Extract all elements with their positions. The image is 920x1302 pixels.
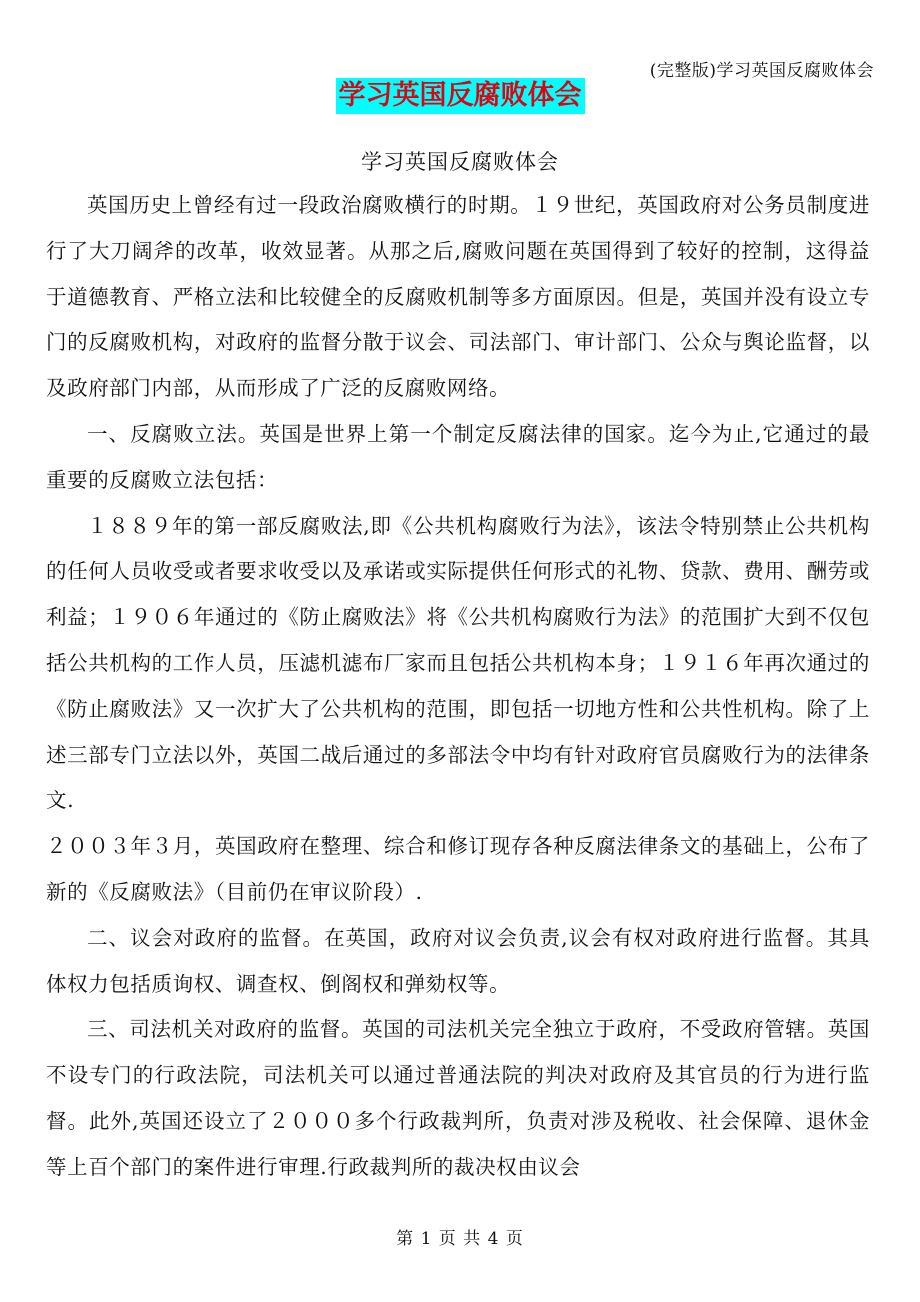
document-subtitle: 学习英国反腐败体会: [361, 150, 559, 174]
document-body: [46, 183, 870, 1191]
paragraph-judiciary: 三、司法机关对政府的监督。英国的司法机关完全独立于政府，不受政府管辖。英国不设专门的行政法院，司法机关可以通过普通法院的判决对政府及其官员的行为进行监督。此外,英国还设立了２０００多个行政裁判所，负责对涉及税收、社会保障、退休金等上百个部门的案件进行审理.行政裁判所的裁决权由议会: [46, 1017, 870, 1179]
paragraph-intro: 英国历史上曾经有过一段政治腐败横行的时期。１９世纪，英国政府对公务员制度进行了大刀阔斧的改革，收效显著。从那之后,腐败问题在英国得到了较好的控制，这得益于道德教育、严格立法和比较健全的反腐败机制等多方面原因。但是，英国并没有设立专门的反腐败机构，对政府的监督分散于议会、司法部门、审计部门、公众与舆论监督，以及政府部门内部，从而形成了广泛的反腐败网络。: [46, 193, 870, 401]
paragraph-legislation: 一、反腐败立法。英国是世界上第一个制定反腐法律的国家。迄今为止,它通过的最重要的反腐败立法包括：: [46, 421, 870, 492]
paragraph-parliament: 二、议会对政府的监督。在英国，政府对议会负责,议会有权对政府进行监督。其具体权力包括质询权、调查权、倒阁权和弹劾权等。: [46, 925, 870, 996]
paragraph-2003-act: ２００３年３月，英国政府在整理、综合和修订现存各种反腐法律条文的基础上，公布了新的《反腐败法》（目前仍在审议阶段）.: [46, 834, 870, 904]
title-area: [0, 78, 920, 114]
running-header: (完整版)学习英国反腐败体会: [649, 61, 874, 81]
page-number-footer: 第 1 页 共 4 页: [396, 1229, 524, 1249]
document-title: 学习英国反腐败体会: [336, 78, 585, 114]
paragraph-acts: １８８９年的第一部反腐败法,即《公共机构腐败行为法》，该法令特别禁止公共机构的任何人员收受或者要求收受以及承诺或实际提供任何形式的礼物、贷款、费用、酬劳或利益；１９０６年通过的《防止腐败法》将《公共机构腐败行为法》的范围扩大到不仅包括公共机构的工作人员，压滤机滤布厂家而且包括公共机构本身；１９１６年再次通过的《防止腐败法》又一次扩大了公共机构的范围，即包括一切地方性和公共性机构。除了上述三部专门立法以外，英国二战后通过的多部法令中均有针对政府官员腐败行为的法律条文.: [46, 513, 870, 813]
